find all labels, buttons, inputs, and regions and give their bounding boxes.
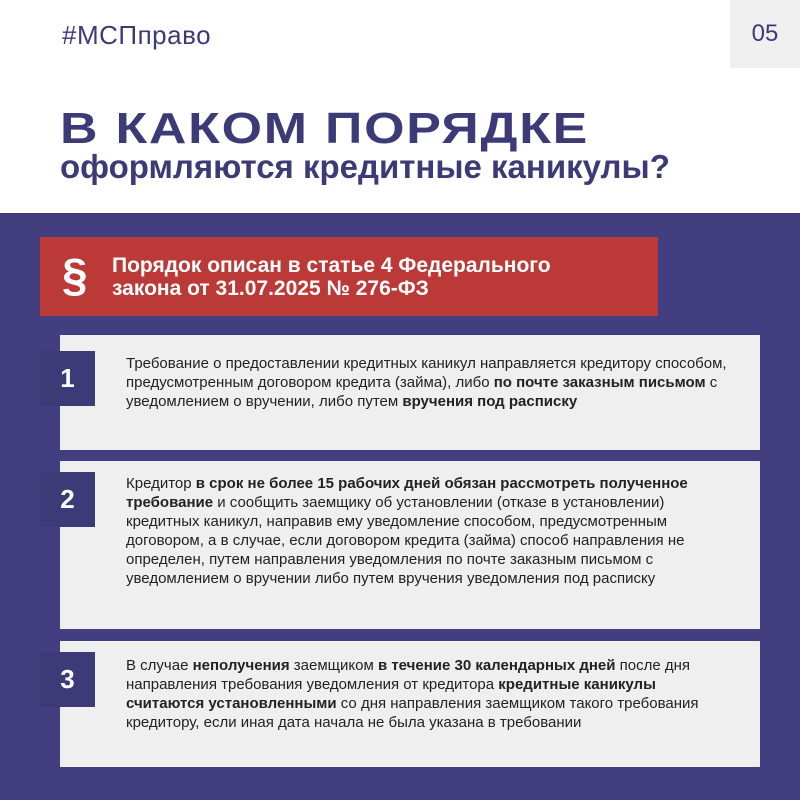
step-text-segment: и сообщить заемщику об установлении (отказе в установлении) кредитных каникул, направив ему уведомление способом, предусмотренным договором, а в случае, если договором кредита (займа) способ направления не определен, путем направления уведомления по почте заказным письмом с уведомлением о вручении либо путем вручения уведомления под расписку — [126, 494, 685, 587]
step-text-segment: со дня направления заемщиком такого требования кредитору, если иная дата начала не была указана в требовании — [126, 695, 699, 731]
step-text-bold-segment: кредитные каникулы считаются установленными — [126, 676, 656, 712]
step-text — [126, 656, 736, 732]
step-number-badge: 3 — [40, 652, 95, 707]
step-text — [126, 354, 736, 411]
step-text-bold-segment: в течение 30 календарных дней — [377, 657, 616, 674]
step-text-bold-segment: в срок не более 15 рабочих дней обязан рассмотреть полученное требование — [126, 475, 688, 511]
law-reference-line1: Порядок описан в статье 4 Федерального — [112, 254, 551, 277]
step-text-segment: после дня направления требования уведомления от кредитора — [126, 657, 691, 693]
step-text-segment: В случае — [126, 657, 193, 674]
page-title-line2: оформляются кредитные каникулы? — [60, 148, 670, 185]
step-text-bold-segment: вручения под расписку — [402, 393, 578, 410]
page-number-box — [730, 0, 800, 68]
step-text-bold-segment: неполучения — [192, 657, 290, 674]
step-number-badge: 2 — [40, 472, 95, 527]
law-reference-banner — [40, 237, 658, 316]
page-title-line1: В КАКОМ ПОРЯДКЕ — [60, 104, 590, 153]
step-text — [126, 474, 736, 588]
step-text-bold-segment: по почте заказным письмом — [493, 374, 706, 391]
law-reference-line2: закона от 31.07.2025 № 276-ФЗ — [112, 277, 429, 300]
hashtag: #МСПправо — [62, 20, 212, 50]
step-text-segment: Кредитор — [126, 475, 196, 492]
page-number: 05 — [751, 20, 779, 47]
step-text-segment: Требование о предоставлении кредитных каникул направляется кредитору способом, предусмотренным договором кредита (займа), либо — [126, 355, 727, 391]
step-text-segment: с уведомлением о вручении, либо путем — [126, 374, 718, 410]
section-sign-icon: § — [62, 249, 88, 301]
step-number-badge: 1 — [40, 351, 95, 406]
step-text-segment: заемщиком — [289, 657, 378, 674]
law-reference-text — [112, 254, 652, 300]
